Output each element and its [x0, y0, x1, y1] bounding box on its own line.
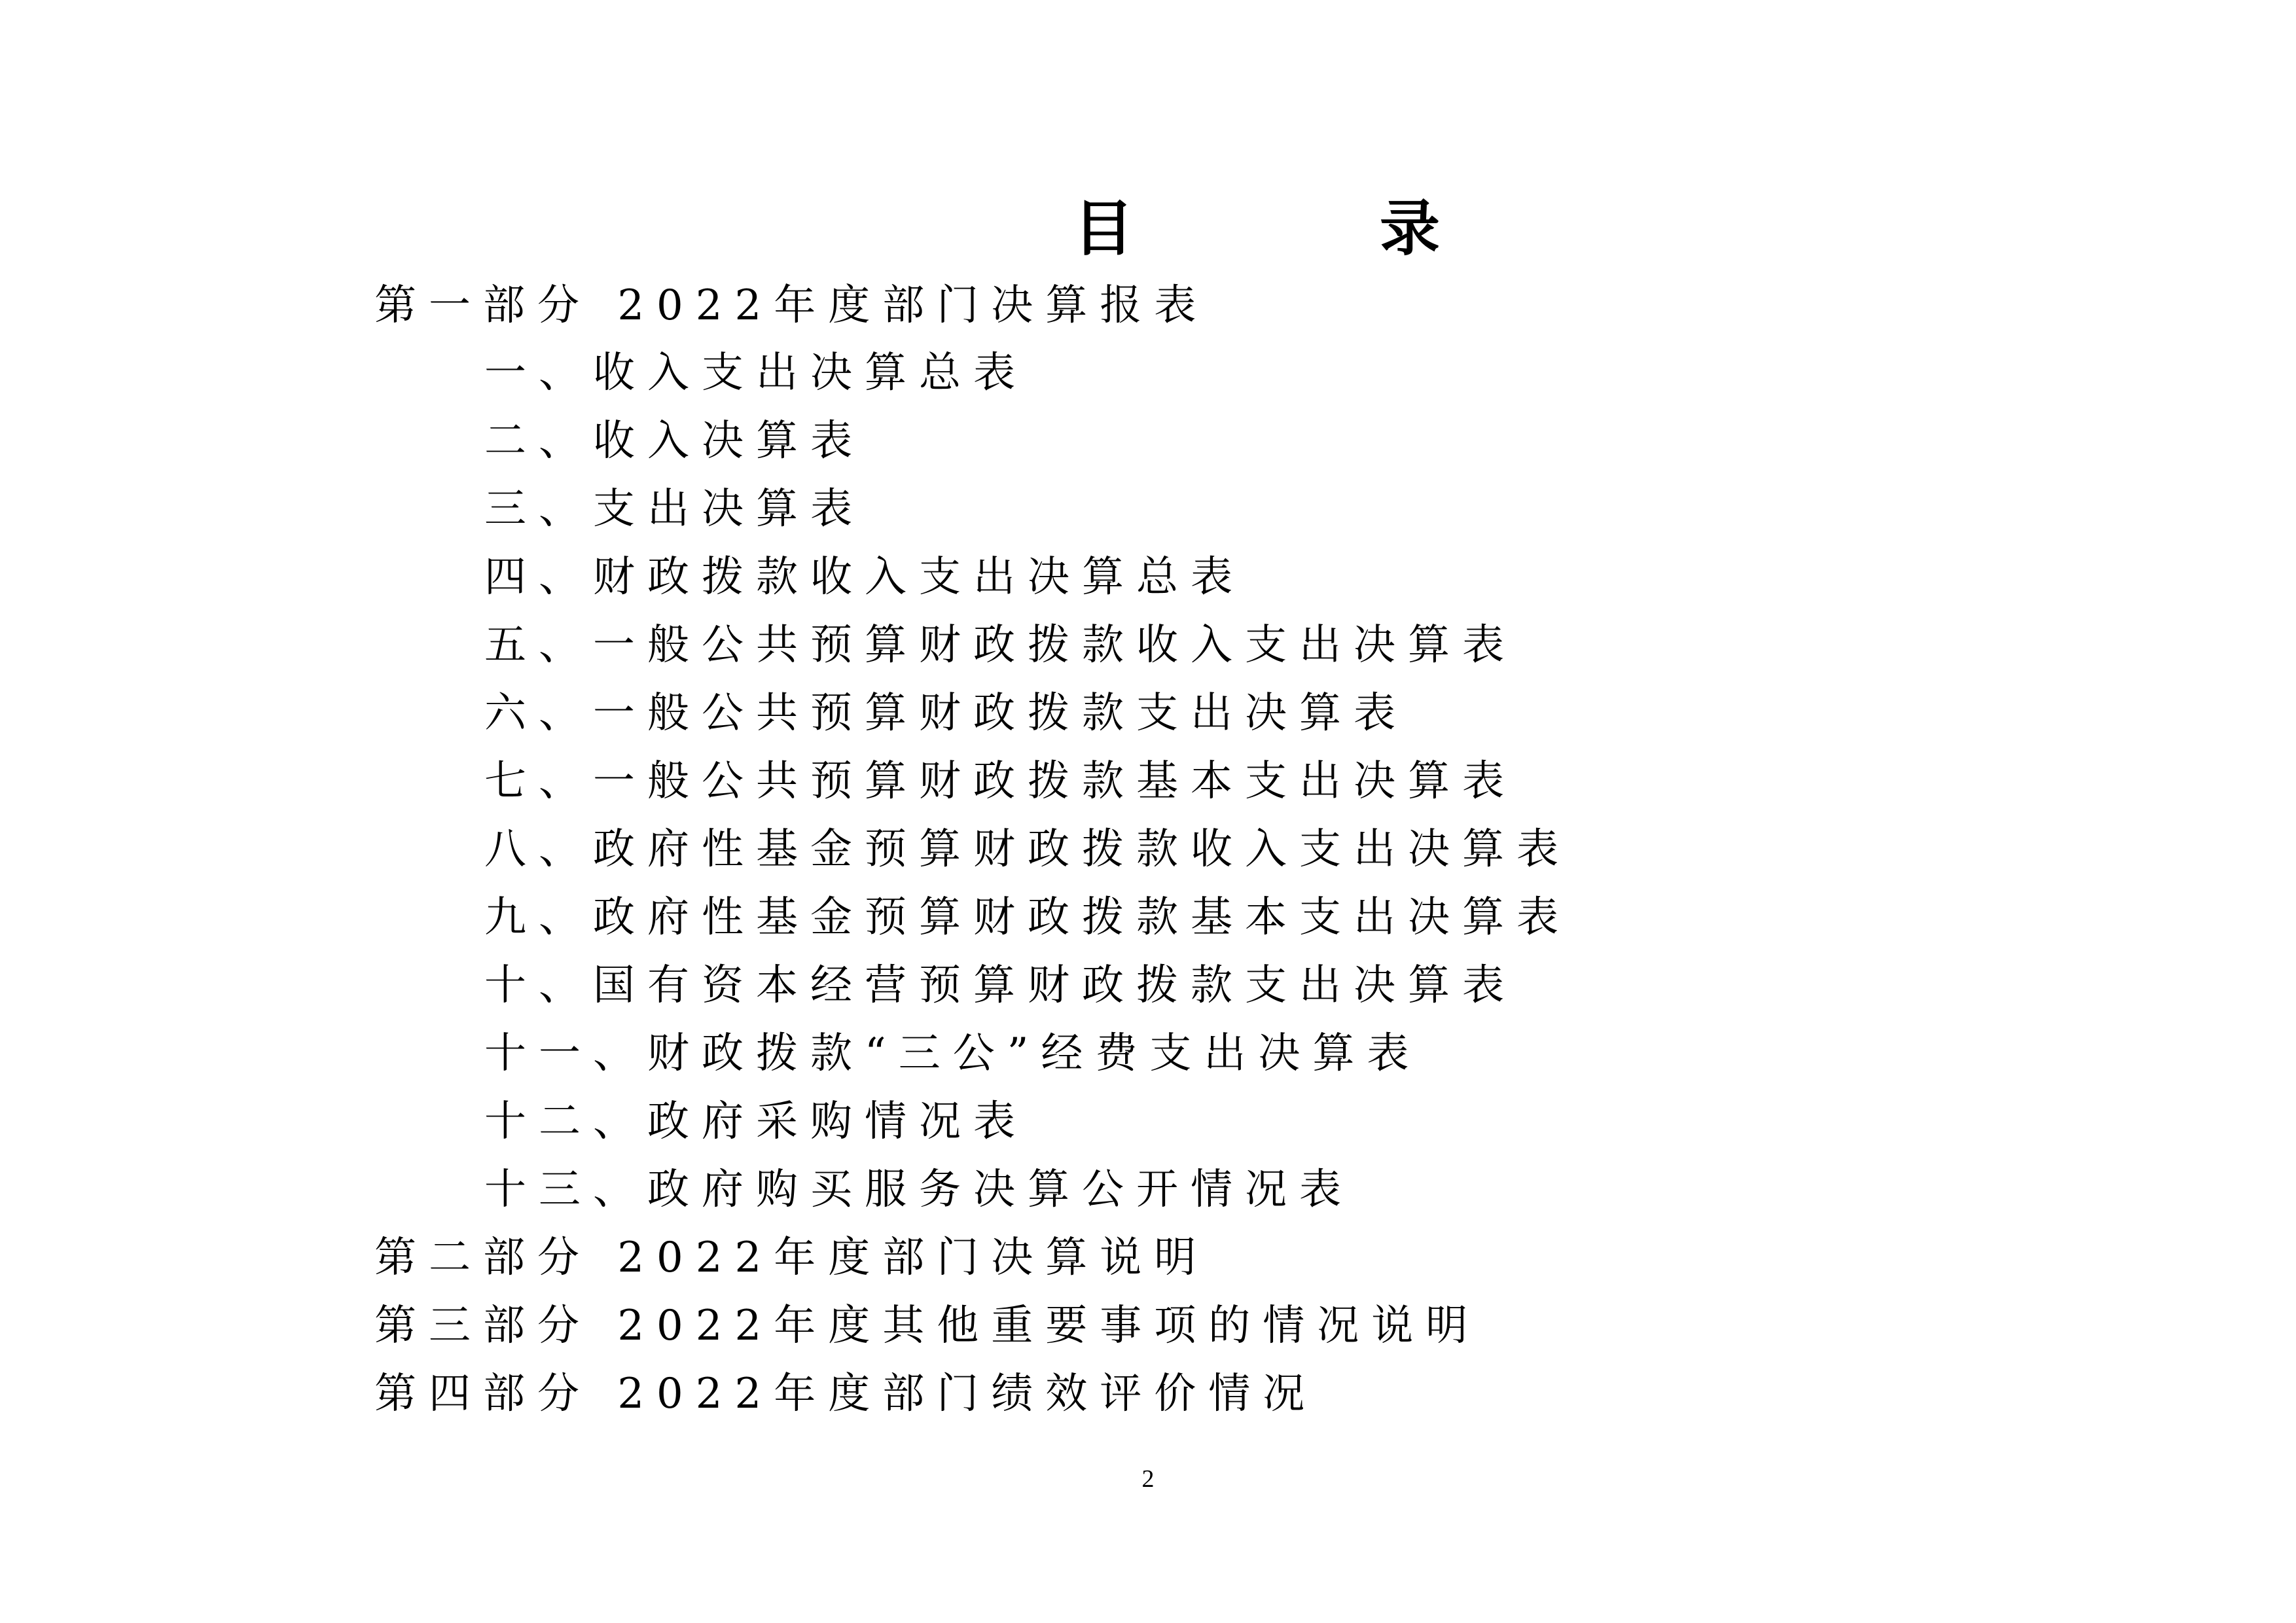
toc-item-1: 一、收入支出决算总表 — [484, 349, 1028, 397]
toc-item-2: 二、收入决算表 — [484, 417, 865, 465]
toc-item-9: 九、政府性基金预算财政拨款基本支出决算表 — [484, 893, 1571, 942]
toc-part-4: 第四部分 2022年度部门绩效评价情况 — [374, 1370, 1318, 1418]
toc-item-10: 十、国有资本经营预算财政拨款支出决算表 — [484, 961, 1516, 1010]
toc-item-6: 六、一般公共预算财政拨款支出决算表 — [484, 689, 1408, 738]
toc-item-12: 十二、政府采购情况表 — [484, 1097, 1028, 1146]
toc-item-4: 四、财政拨款收入支出决算总表 — [484, 553, 1245, 601]
toc-part-3: 第三部分 2022年度其他重要事项的情况说明 — [374, 1302, 1480, 1350]
toc-part-1: 第一部分 2022年度部门决算报表 — [374, 281, 1209, 330]
toc-item-5: 五、一般公共预算财政拨款收入支出决算表 — [484, 621, 1516, 669]
toc-item-8: 八、政府性基金预算财政拨款收入支出决算表 — [484, 825, 1571, 874]
page-title: 目 录 — [1073, 194, 1553, 264]
toc-item-13: 十三、政府购买服务决算公开情况表 — [484, 1166, 1354, 1214]
toc-item-3: 三、支出决算表 — [484, 485, 865, 533]
toc-item-7: 七、一般公共预算财政拨款基本支出决算表 — [484, 757, 1516, 806]
page-number: 2 — [1141, 1465, 1155, 1493]
toc-part-2: 第二部分 2022年度部门决算说明 — [374, 1234, 1209, 1282]
toc-item-11: 十一、财政拨款“三公”经费支出决算表 — [484, 1029, 1422, 1078]
